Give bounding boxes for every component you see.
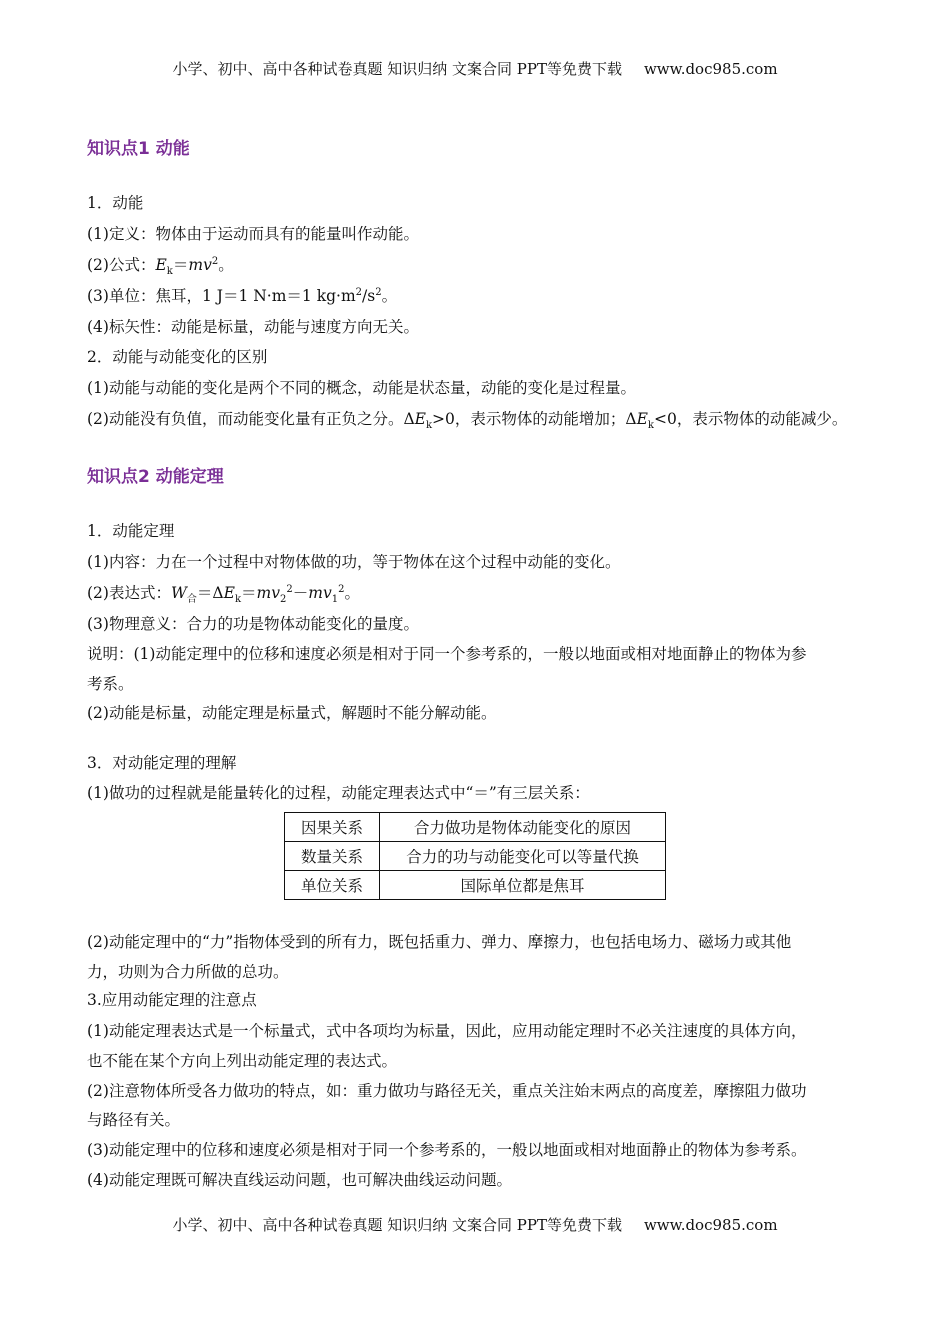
definition-line: (1)定义：物体由于运动而具有的能量叫作动能。 (87, 225, 419, 243)
note-b-line-1: (2)注意物体所受各力做功的特点，如：重力做功与路径无关，重点关注始末两点的高度差，摩擦阻力做功 (87, 1082, 807, 1100)
diff2-c: <0，表示物体的动能减少。 (653, 410, 848, 428)
expr-prefix: (2)表达式： (87, 584, 171, 602)
table-cell-value: 国际单位都是焦耳 (380, 871, 666, 900)
footer-banner (0, 1214, 950, 1235)
banner-text: 小学、初中、高中各种试卷真题 知识归纳 文案合同 PPT等免费下载 (172, 1216, 622, 1234)
scalar-line: (4)标矢性：动能是标量，动能与速度方向无关。 (87, 318, 419, 336)
unit-c: 。 (381, 287, 398, 305)
relation-table (284, 812, 666, 900)
note-a-line-1: (1)动能定理表达式是一个标量式，式中各项均为标量，因此，应用动能定理时不必关注速度的具体方向， (87, 1022, 807, 1040)
note-d-line: (4)动能定理既可解决直线运动问题，也可解决曲线运动问题。 (87, 1171, 512, 1189)
expr-W: W (170, 584, 187, 602)
formula-E: E (155, 256, 167, 274)
formula-line (87, 255, 234, 278)
table-cell-value: 合力的功与动能变化可以等量代换 (380, 842, 666, 871)
expr-eq1: ＝Δ (196, 584, 224, 602)
note-a-line-2: 也不能在某个方向上列出动能定理的表达式。 (87, 1052, 398, 1070)
theorem-title: 1．动能定理 (87, 522, 175, 540)
expr-sup1: 2 (338, 583, 345, 595)
diff2-E: E (414, 410, 426, 428)
expr-k: k (234, 594, 241, 606)
understanding-line-2b: 力，功则为合力所做的总功。 (87, 963, 289, 981)
difference-line-1: (1)动能与动能的变化是两个不同的概念，动能是状态量，动能的变化是过程量。 (87, 379, 636, 397)
table-cell-value: 合力做功是物体动能变化的原因 (380, 813, 666, 842)
expr-sub2: 2 (279, 594, 287, 606)
expr-he: 合 (186, 594, 197, 606)
difference-line-2 (87, 409, 848, 432)
kinetic-energy-title: 1．动能 (87, 194, 144, 212)
difference-title: 2．动能与动能变化的区别 (87, 348, 268, 366)
formula-mv: mv (188, 256, 212, 274)
diff2-b: >0，表示物体的动能增加；Δ (432, 410, 637, 428)
table-cell-key: 数量关系 (285, 842, 380, 871)
understanding-line-1: (1)做功的过程就是能量转化的过程，动能定理表达式中“＝”有三层关系： (87, 784, 590, 802)
unit-sup2: 2 (375, 286, 382, 298)
table-cell-key: 单位关系 (285, 871, 380, 900)
content-line: (1)内容：力在一个过程中对物体做的功，等于物体在这个过程中动能的变化。 (87, 553, 621, 571)
note-2-line: (2)动能是标量，动能定理是标量式，解题时不能分解动能。 (87, 704, 497, 722)
banner-text: 小学、初中、高中各种试卷真题 知识归纳 文案合同 PPT等免费下载 (172, 60, 622, 78)
banner-url[interactable]: www.doc985.com (643, 60, 778, 78)
expr-E: E (223, 584, 235, 602)
expr-mv2: mv (256, 584, 280, 602)
table-row (285, 813, 666, 842)
expr-end: 。 (344, 584, 360, 602)
formula-k: k (166, 266, 173, 278)
diff2-k2: k (647, 420, 654, 432)
note-1-line-2: 考系。 (87, 675, 134, 693)
note-b-line-2: 与路径有关。 (87, 1111, 181, 1129)
understanding-line-2a: (2)动能定理中的“力”指物体受到的所有力，既包括重力、弹力、摩擦力，也包括电场力、磁场力或其他 (87, 933, 792, 951)
banner-url[interactable]: www.doc985.com (643, 1216, 778, 1234)
expr-mv1: mv (308, 584, 332, 602)
table-cell-key: 因果关系 (285, 813, 380, 842)
expr-sup2: 2 (286, 583, 293, 595)
unit-b: /s (362, 287, 376, 305)
diff2-E2: E (636, 410, 648, 428)
formula-prefix: (2)公式： (87, 256, 156, 274)
header-banner (0, 58, 950, 79)
formula-sq: 2 (211, 255, 219, 267)
table-row (285, 871, 666, 900)
expr-minus: － (292, 584, 309, 602)
unit-a: (3)单位：焦耳，1 J＝1 N·m＝1 kg·m (87, 287, 356, 305)
note-1-line-1: 说明：(1)动能定理中的位移和速度必须是相对于同一个参考系的，一般以地面或相对地面静止的物体为参 (87, 645, 807, 663)
unit-line (87, 286, 397, 306)
expr-sub1: 1 (331, 594, 339, 606)
note-c-line: (3)动能定理中的位移和速度必须是相对于同一个参考系的，一般以地面或相对地面静止的物体为参考系。 (87, 1141, 807, 1159)
diff2-k: k (425, 420, 433, 432)
table-row (285, 842, 666, 871)
meaning-line: (3)物理意义：合力的功是物体动能变化的量度。 (87, 615, 419, 633)
unit-sup1: 2 (355, 286, 363, 298)
expr-eq2: ＝ (241, 584, 257, 602)
understanding-title: 3．对动能定理的理解 (87, 754, 237, 772)
formula-eq: ＝ (172, 256, 189, 274)
expression-line (87, 583, 360, 606)
section-1-heading: 知识点1 动能 (87, 139, 190, 159)
diff2-a: (2)动能没有负值，而动能变化量有正负之分。Δ (87, 410, 415, 428)
section-2-heading: 知识点2 动能定理 (87, 467, 224, 487)
formula-end: 。 (218, 256, 234, 274)
notes-title: 3.应用动能定理的注意点 (87, 991, 257, 1009)
